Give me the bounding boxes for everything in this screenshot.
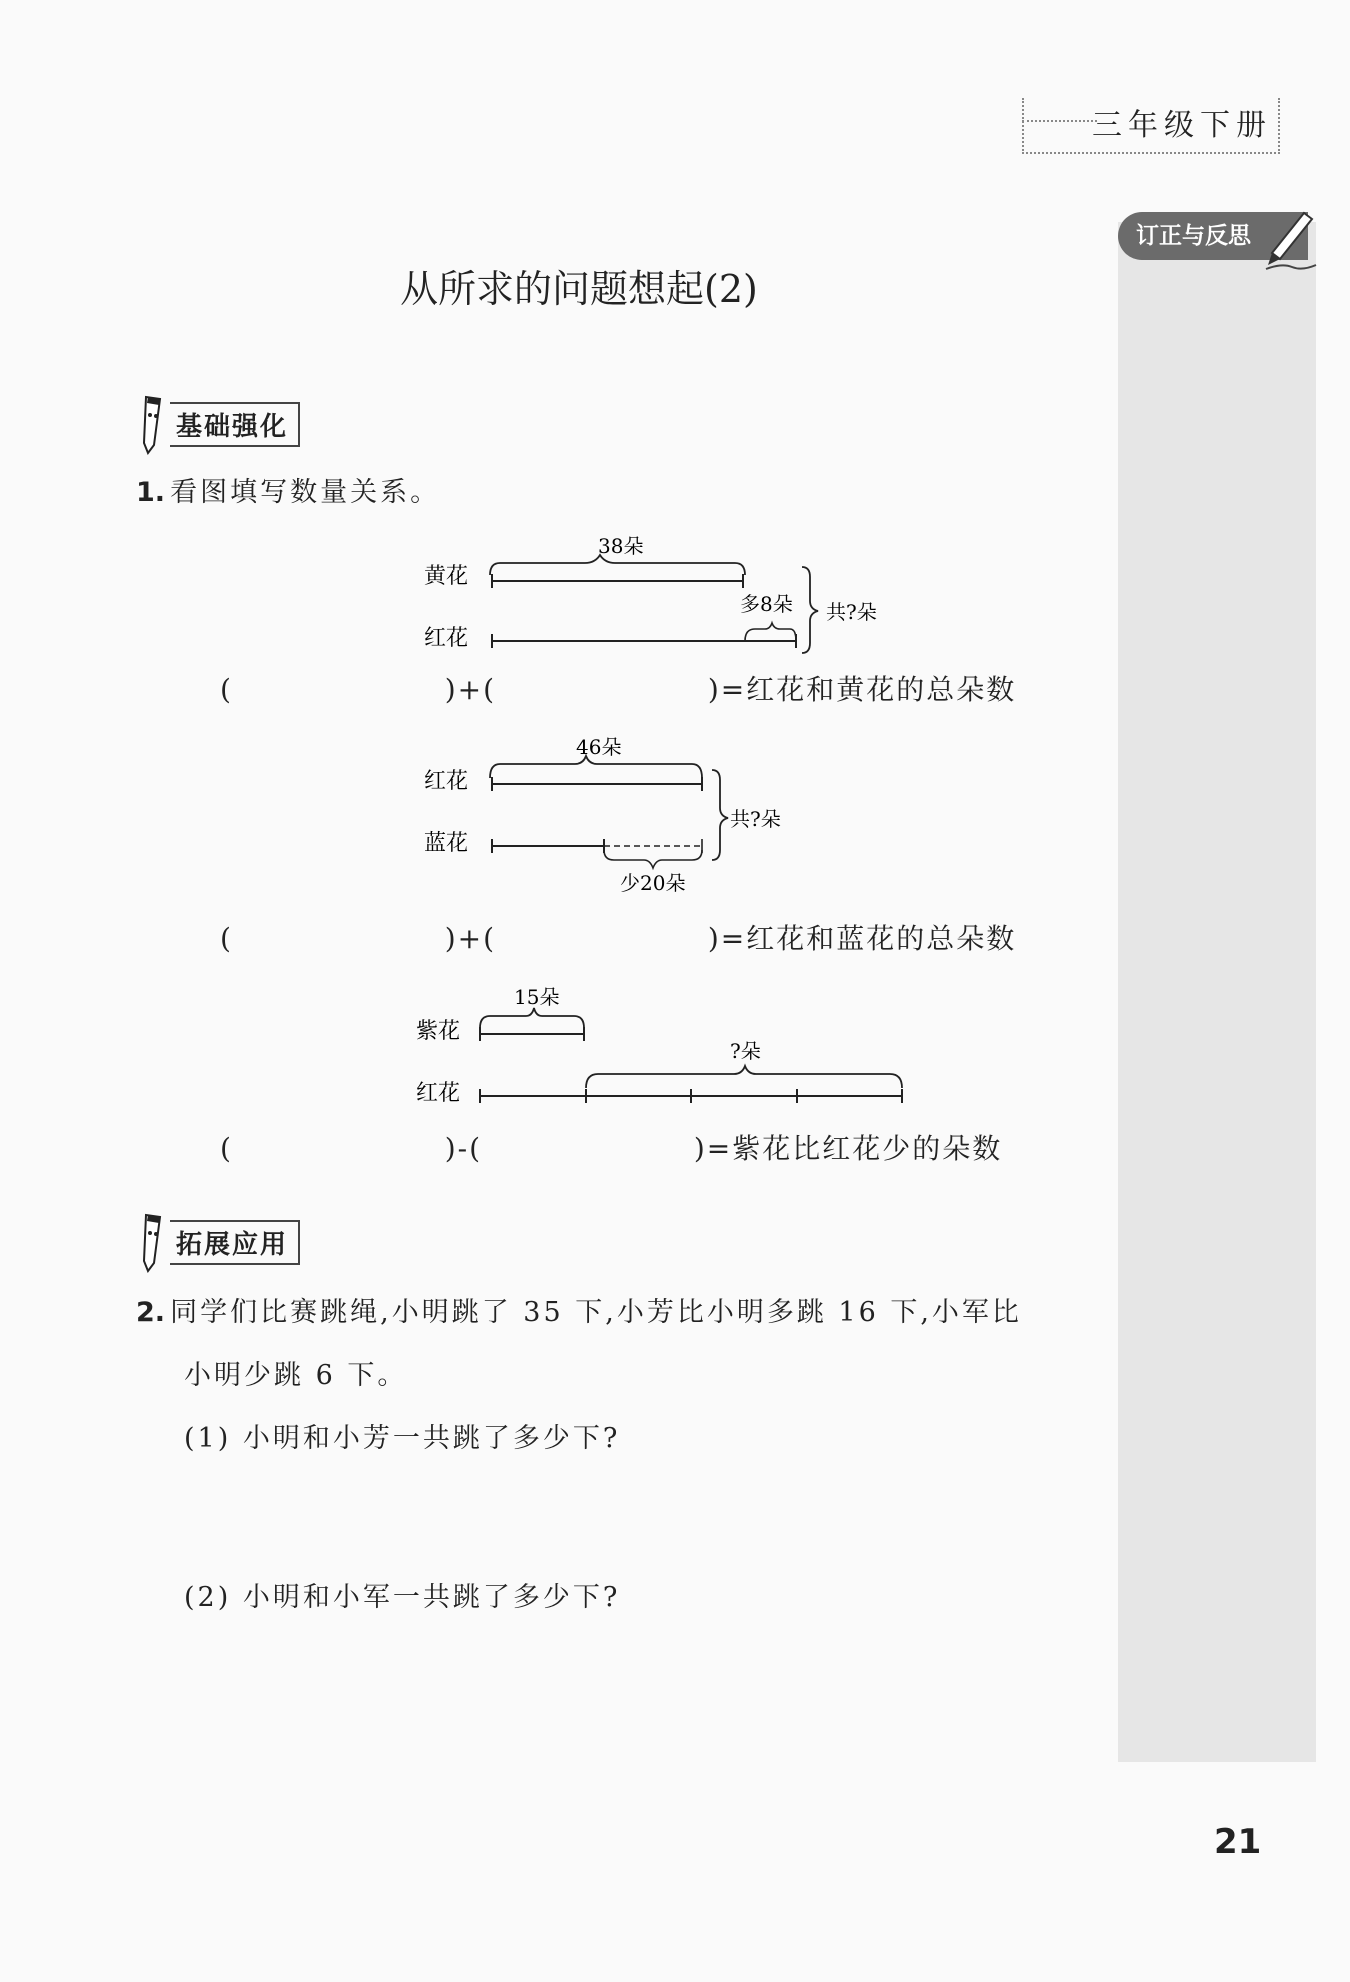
question-1 xyxy=(136,470,440,509)
question-2-line2: 小明少跳 6 下。 xyxy=(184,1360,408,1391)
diagram1-top-label: 38朵 xyxy=(598,534,644,558)
diagram2-diff-brace xyxy=(604,850,702,868)
equation-1 xyxy=(220,668,1016,708)
section-extend xyxy=(138,1222,300,1262)
equation-2 xyxy=(220,917,1016,957)
diagram2-total-brace xyxy=(712,770,728,860)
correction-sidebar xyxy=(1118,222,1316,1762)
sidebar-tab-label: 订正与反思 xyxy=(1136,223,1251,249)
diagram1-top-brace xyxy=(490,555,745,575)
diagram-red-blue xyxy=(400,728,820,898)
diagram3-row2-label: 红花 xyxy=(416,1081,461,1106)
answer-area-2[interactable] xyxy=(136,1614,1086,1734)
diagram3-q-label: ?朵 xyxy=(730,1039,761,1063)
diagram1-total-label: 共?朵 xyxy=(826,600,877,624)
equation-2-mid: )+( xyxy=(444,922,497,955)
page-number: 21 xyxy=(1214,1822,1262,1862)
question-2-sub2: (2) 小明和小军一共跳了多少下? xyxy=(184,1582,621,1613)
question-2-sub1: (1) 小明和小芳一共跳了多少下? xyxy=(184,1423,621,1454)
question-2-number: 2. xyxy=(136,1297,166,1328)
diagram2-row1-label: 红花 xyxy=(424,769,469,794)
equation-3-open: ( xyxy=(220,1132,233,1165)
section-basic-label: 基础强化 xyxy=(170,402,300,447)
diagram1-diff-label: 多8朵 xyxy=(740,592,793,616)
diagram1-row2-label: 红花 xyxy=(424,626,469,651)
section-basic xyxy=(138,404,300,444)
question-1-text: 看图填写数量关系。 xyxy=(170,477,441,508)
equation-2-close: )=红花和蓝花的总朵数 xyxy=(707,922,1017,955)
diagram3-top-brace xyxy=(480,1008,584,1028)
equation-1-open: ( xyxy=(220,673,233,706)
section-extend-label: 拓展应用 xyxy=(170,1220,300,1265)
equation-3 xyxy=(220,1127,1002,1167)
question-2-line1: 同学们比赛跳绳,小明跳了 35 下,小芳比小明多跳 16 下,小军比 xyxy=(170,1297,1022,1328)
equation-1-mid: )+( xyxy=(444,673,497,706)
pencil-icon xyxy=(138,393,166,455)
diagram2-row2-label: 蓝花 xyxy=(424,831,469,856)
diagram-yellow-red xyxy=(400,525,920,655)
diagram-purple-red xyxy=(400,978,920,1108)
diagram3-q-brace xyxy=(586,1066,902,1088)
diagram1-row1-label: 黄花 xyxy=(424,564,469,589)
diagram1-diff-brace xyxy=(745,623,796,641)
diagram2-diff-label: 少20朵 xyxy=(620,871,686,895)
question-1-number: 1. xyxy=(136,477,166,508)
equation-3-close: )=紫花比红花少的朵数 xyxy=(693,1132,1003,1165)
page-title: 从所求的问题想起(2) xyxy=(400,267,758,311)
pencil-icon xyxy=(138,1211,166,1273)
equation-2-open: ( xyxy=(220,922,233,955)
diagram3-top-label: 15朵 xyxy=(514,985,560,1009)
answer-area-1[interactable] xyxy=(136,1455,1086,1575)
equation-1-close: )=红花和黄花的总朵数 xyxy=(707,673,1017,706)
grade-label: 三年级下册 xyxy=(1092,108,1272,143)
diagram2-top-label: 46朵 xyxy=(576,735,622,759)
question-2 xyxy=(136,1290,1086,1734)
diagram3-row1-label: 紫花 xyxy=(416,1019,461,1044)
equation-3-mid: )-( xyxy=(444,1132,483,1165)
diagram2-top-brace xyxy=(490,756,702,778)
diagram1-total-brace xyxy=(802,567,818,653)
pen-icon xyxy=(1262,205,1318,275)
diagram2-total-label: 共?朵 xyxy=(730,807,781,831)
